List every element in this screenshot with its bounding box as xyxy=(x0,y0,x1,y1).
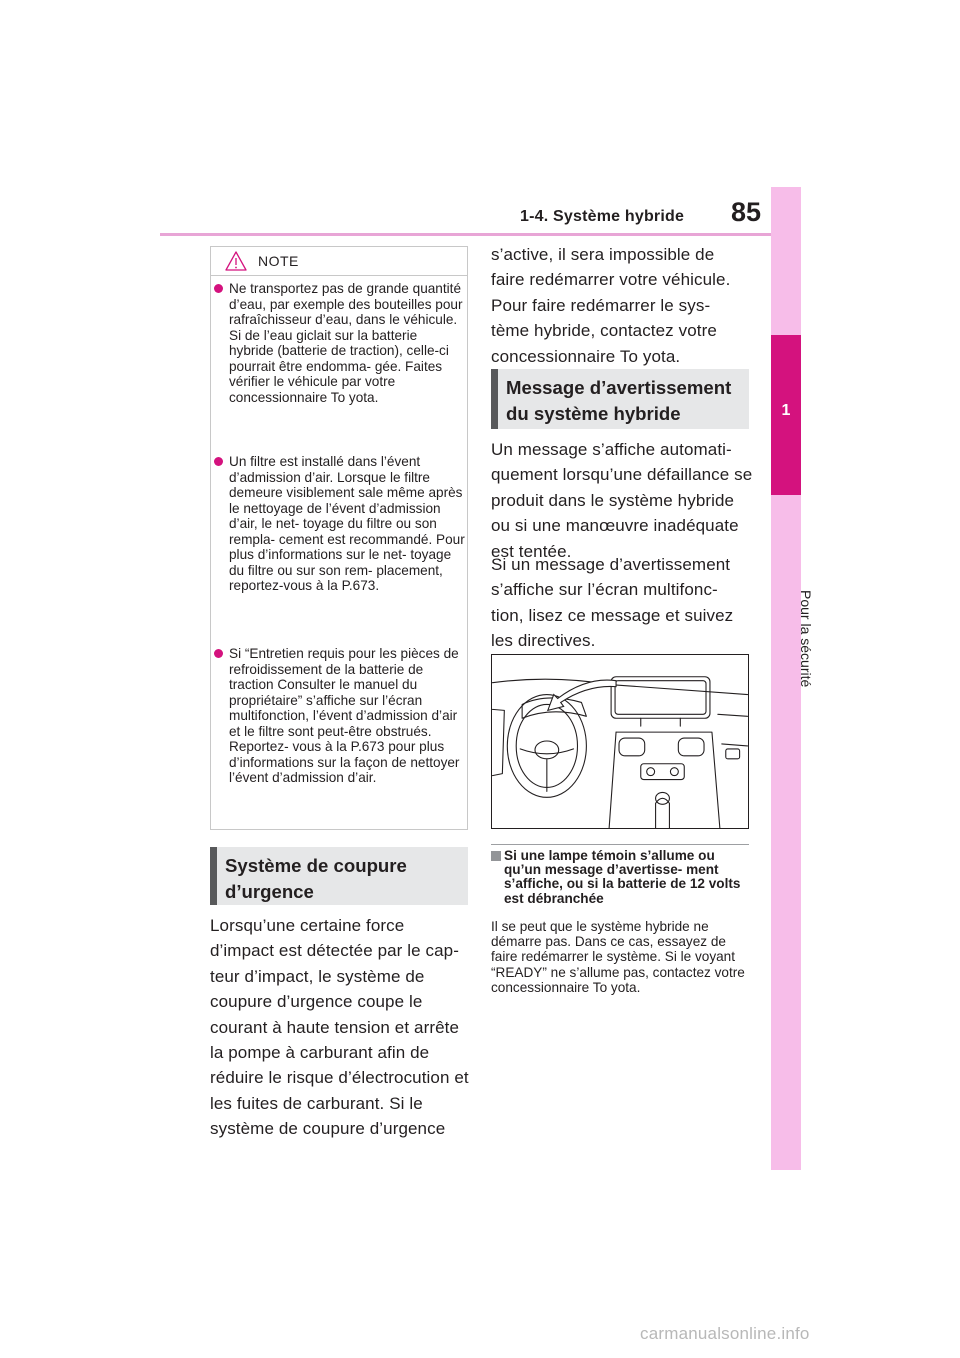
bullet-icon xyxy=(214,649,223,658)
page-number: 85 xyxy=(731,197,762,227)
sub-heading-text: Si une lampe témoin s’allume ou qu’un message d’avertisse- ment s’affiche, ou si la batterie de 12 volts est débranchée xyxy=(504,848,741,906)
watermark: carmanualsonline.info xyxy=(640,1324,810,1343)
note-header xyxy=(211,247,467,276)
note-item-text: Ne transportez pas de grande quantité d’eau, par exemple des bouteilles pour rafraîchisseur d’eau, dans le véhicule. Si de l’eau giclait sur la batterie hybride (batterie de traction), celle-ci pourrait être endomma- gée. Faites vérifier le véhicule par votre concessionnaire To yota. xyxy=(229,281,463,405)
chapter-label: Pour la sécurité xyxy=(798,590,814,688)
warning-heading-line1: Message d’avertissement xyxy=(506,377,732,398)
emergency-heading-line1: Système de coupure xyxy=(225,855,407,876)
sub-text: Il se peut que le système hybride ne démarre pas. Dans ce cas, essayez de faire redémarrer le système. Si le voyant “READY” ne s’allume pas, contactez votre concessionnaire To yota. xyxy=(491,919,745,995)
warning-paragraph-2: Si un message d’avertissement s’affiche sur l’écran multifonc- tion, lisez ce message et suivez les directives. xyxy=(491,555,734,651)
warning-heading-line2: du système hybride xyxy=(506,403,681,424)
header-rule xyxy=(160,233,772,236)
note-item-text: Si “Entretien requis pour les pièces de refroidissement de la batterie de traction Consulter le manuel du propriétaire” s’affiche sur l’écran multifonction, l’évent d’admission d’air et le filtre sont peut-être obstrués. Reportez- vous à la P.673 pour plus d’informations sur la façon de nettoyer l’évent d’admission d’air. xyxy=(229,646,460,785)
bullet-icon xyxy=(214,284,223,293)
continued-text: s’active, il sera impossible de faire redémarrer votre véhicule. Pour faire redémarrer le sys- tème hybride, contactez votre concessionnaire To yota. xyxy=(491,245,731,366)
bullet-icon xyxy=(214,457,223,466)
emergency-heading-line2: d’urgence xyxy=(225,881,314,902)
dashboard-illustration xyxy=(491,654,749,829)
section-title: 1-4. Système hybride xyxy=(520,208,685,225)
square-bullet-icon xyxy=(491,851,501,861)
chapter-number: 1 xyxy=(781,402,791,419)
warning-heading xyxy=(491,369,749,429)
sub-section-rule xyxy=(491,844,749,845)
emergency-text: Lorsqu’une certaine force d’impact est détectée par le cap- teur d’impact, le système de coupure d’urgence coupe le courant à haute tension et arrête la pompe à carburant afin de réduire le risque d’électrocution et les fuites de carburant. Si le système de coupure d’urgence xyxy=(210,916,469,1139)
emergency-heading xyxy=(210,847,468,905)
warning-triangle-icon xyxy=(224,250,248,272)
warning-paragraph-1: Un message s’affiche automati- quement lorsqu’une défaillance se produit dans le système hybride ou si une manœuvre inadéquate est tentée. xyxy=(491,440,753,561)
note-label: NOTE xyxy=(258,253,299,269)
note-item-text: Un filtre est installé dans l’évent d’admission d’air. Lorsque le filtre demeure visiblement sale même après le nettoyage de l’évent d’admission d’air, le net- toyage du filtre ou son rempla- cement est recommandé. Pour plus d’informations sur le net- toyage du filtre ou sur son rem- placement, reportez-vous à la P.673. xyxy=(229,454,465,593)
